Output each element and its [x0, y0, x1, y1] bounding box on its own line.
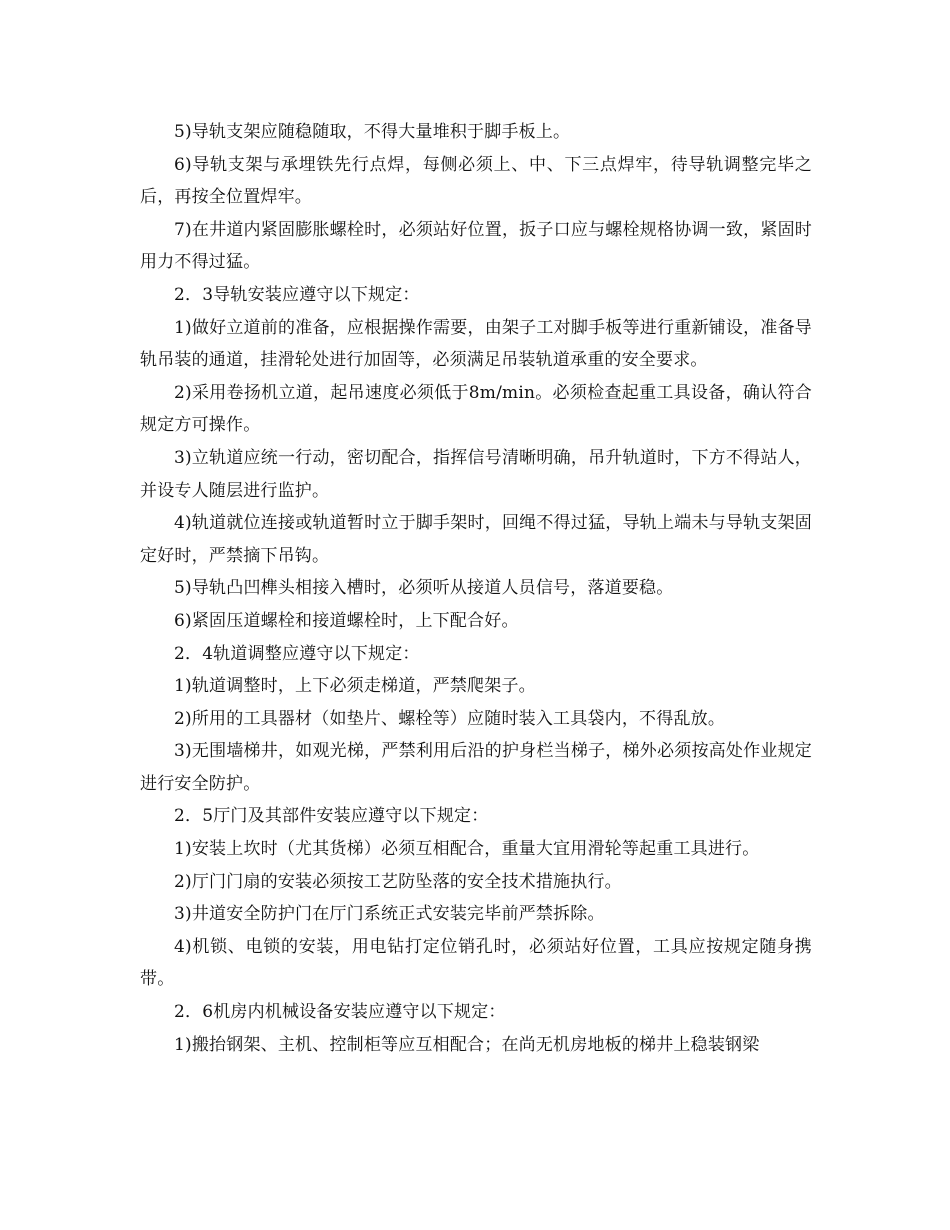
section-heading: 2．4轨道调整应遵守以下规定： — [174, 643, 420, 664]
document-body — [140, 116, 812, 1061]
paragraph: 1)轨道调整时，上下必须走梯道，严禁爬架子。 — [174, 676, 536, 697]
paragraph: 5)导轨凸凹榫头相接入槽时，必须听从接道人员信号，落道要稳。 — [174, 578, 674, 599]
section-heading: 2．3导轨安装应遵守以下规定： — [174, 284, 420, 305]
section-heading: 2．5厅门及其部件安装应遵守以下规定： — [174, 806, 489, 827]
paragraph: 2)厅门门扇的安装必须按工艺防坠落的安全技术措施执行。 — [174, 871, 622, 892]
paragraph: 6)紧固压道螺栓和接道螺栓时，上下配合好。 — [174, 610, 519, 631]
paragraph: 3)无围墙梯井，如观光梯，严禁利用后沿的护身栏当梯子，梯外必须按高处作业规定进行安全防护。 — [140, 741, 812, 794]
paragraph: 4)机锁、电锁的安装，用电钻打定位销孔时，必须站好位置，工具应按规定随身携带。 — [140, 936, 812, 990]
paragraph: 1)搬抬钢架、主机、控制柜等应互相配合；在尚无机房地板的梯井上稳装钢梁 — [174, 1034, 760, 1055]
paragraph: 1)做好立道前的准备，应根据操作需要，由架子工对脚手板等进行重新铺设，准备导轨吊装的通道，挂滑轮处进行加固等，必须满足吊装轨道承重的安全要求。 — [140, 317, 812, 371]
paragraph: 7)在井道内紧固膨胀螺栓时，必须站好位置，扳子口应与螺栓规格协调一致，紧固时用力不得过猛。 — [140, 219, 812, 273]
paragraph: 5)导轨支架应随稳随取，不得大量堆积于脚手板上。 — [174, 122, 571, 142]
paragraph: 6)导轨支架与承埋铁先行点焊，每侧必须上、中、下三点焊牢，待导轨调整完毕之后，再按全位置焊牢。 — [140, 154, 812, 208]
section-heading: 2．6机房内机械设备安装应遵守以下规定： — [174, 1002, 506, 1023]
paragraph: 4)轨道就位连接或轨道暂时立于脚手架时，回绳不得过猛，导轨上端未与导轨支架固定好时，严禁摘下吊钩。 — [140, 513, 812, 566]
paragraph: 2)所用的工具器材（如垫片、螺栓等）应随时装入工具袋内，不得乱放。 — [174, 708, 726, 729]
paragraph: 3)立轨道应统一行动，密切配合，指挥信号清晰明确，吊升轨道时，下方不得站人，并设专人随层进行监护。 — [140, 447, 812, 501]
paragraph: 1)安装上坎时（尤其货梯）必须互相配合，重量大宜用滑轮等起重工具进行。 — [174, 839, 760, 860]
paragraph: 2)采用卷扬机立道，起吊速度必须低于8m/min。必须检查起重工具设备，确认符合规定方可操作。 — [140, 382, 812, 436]
paragraph: 3)井道安全防护门在厅门系统正式安装完毕前严禁拆除。 — [174, 904, 605, 925]
